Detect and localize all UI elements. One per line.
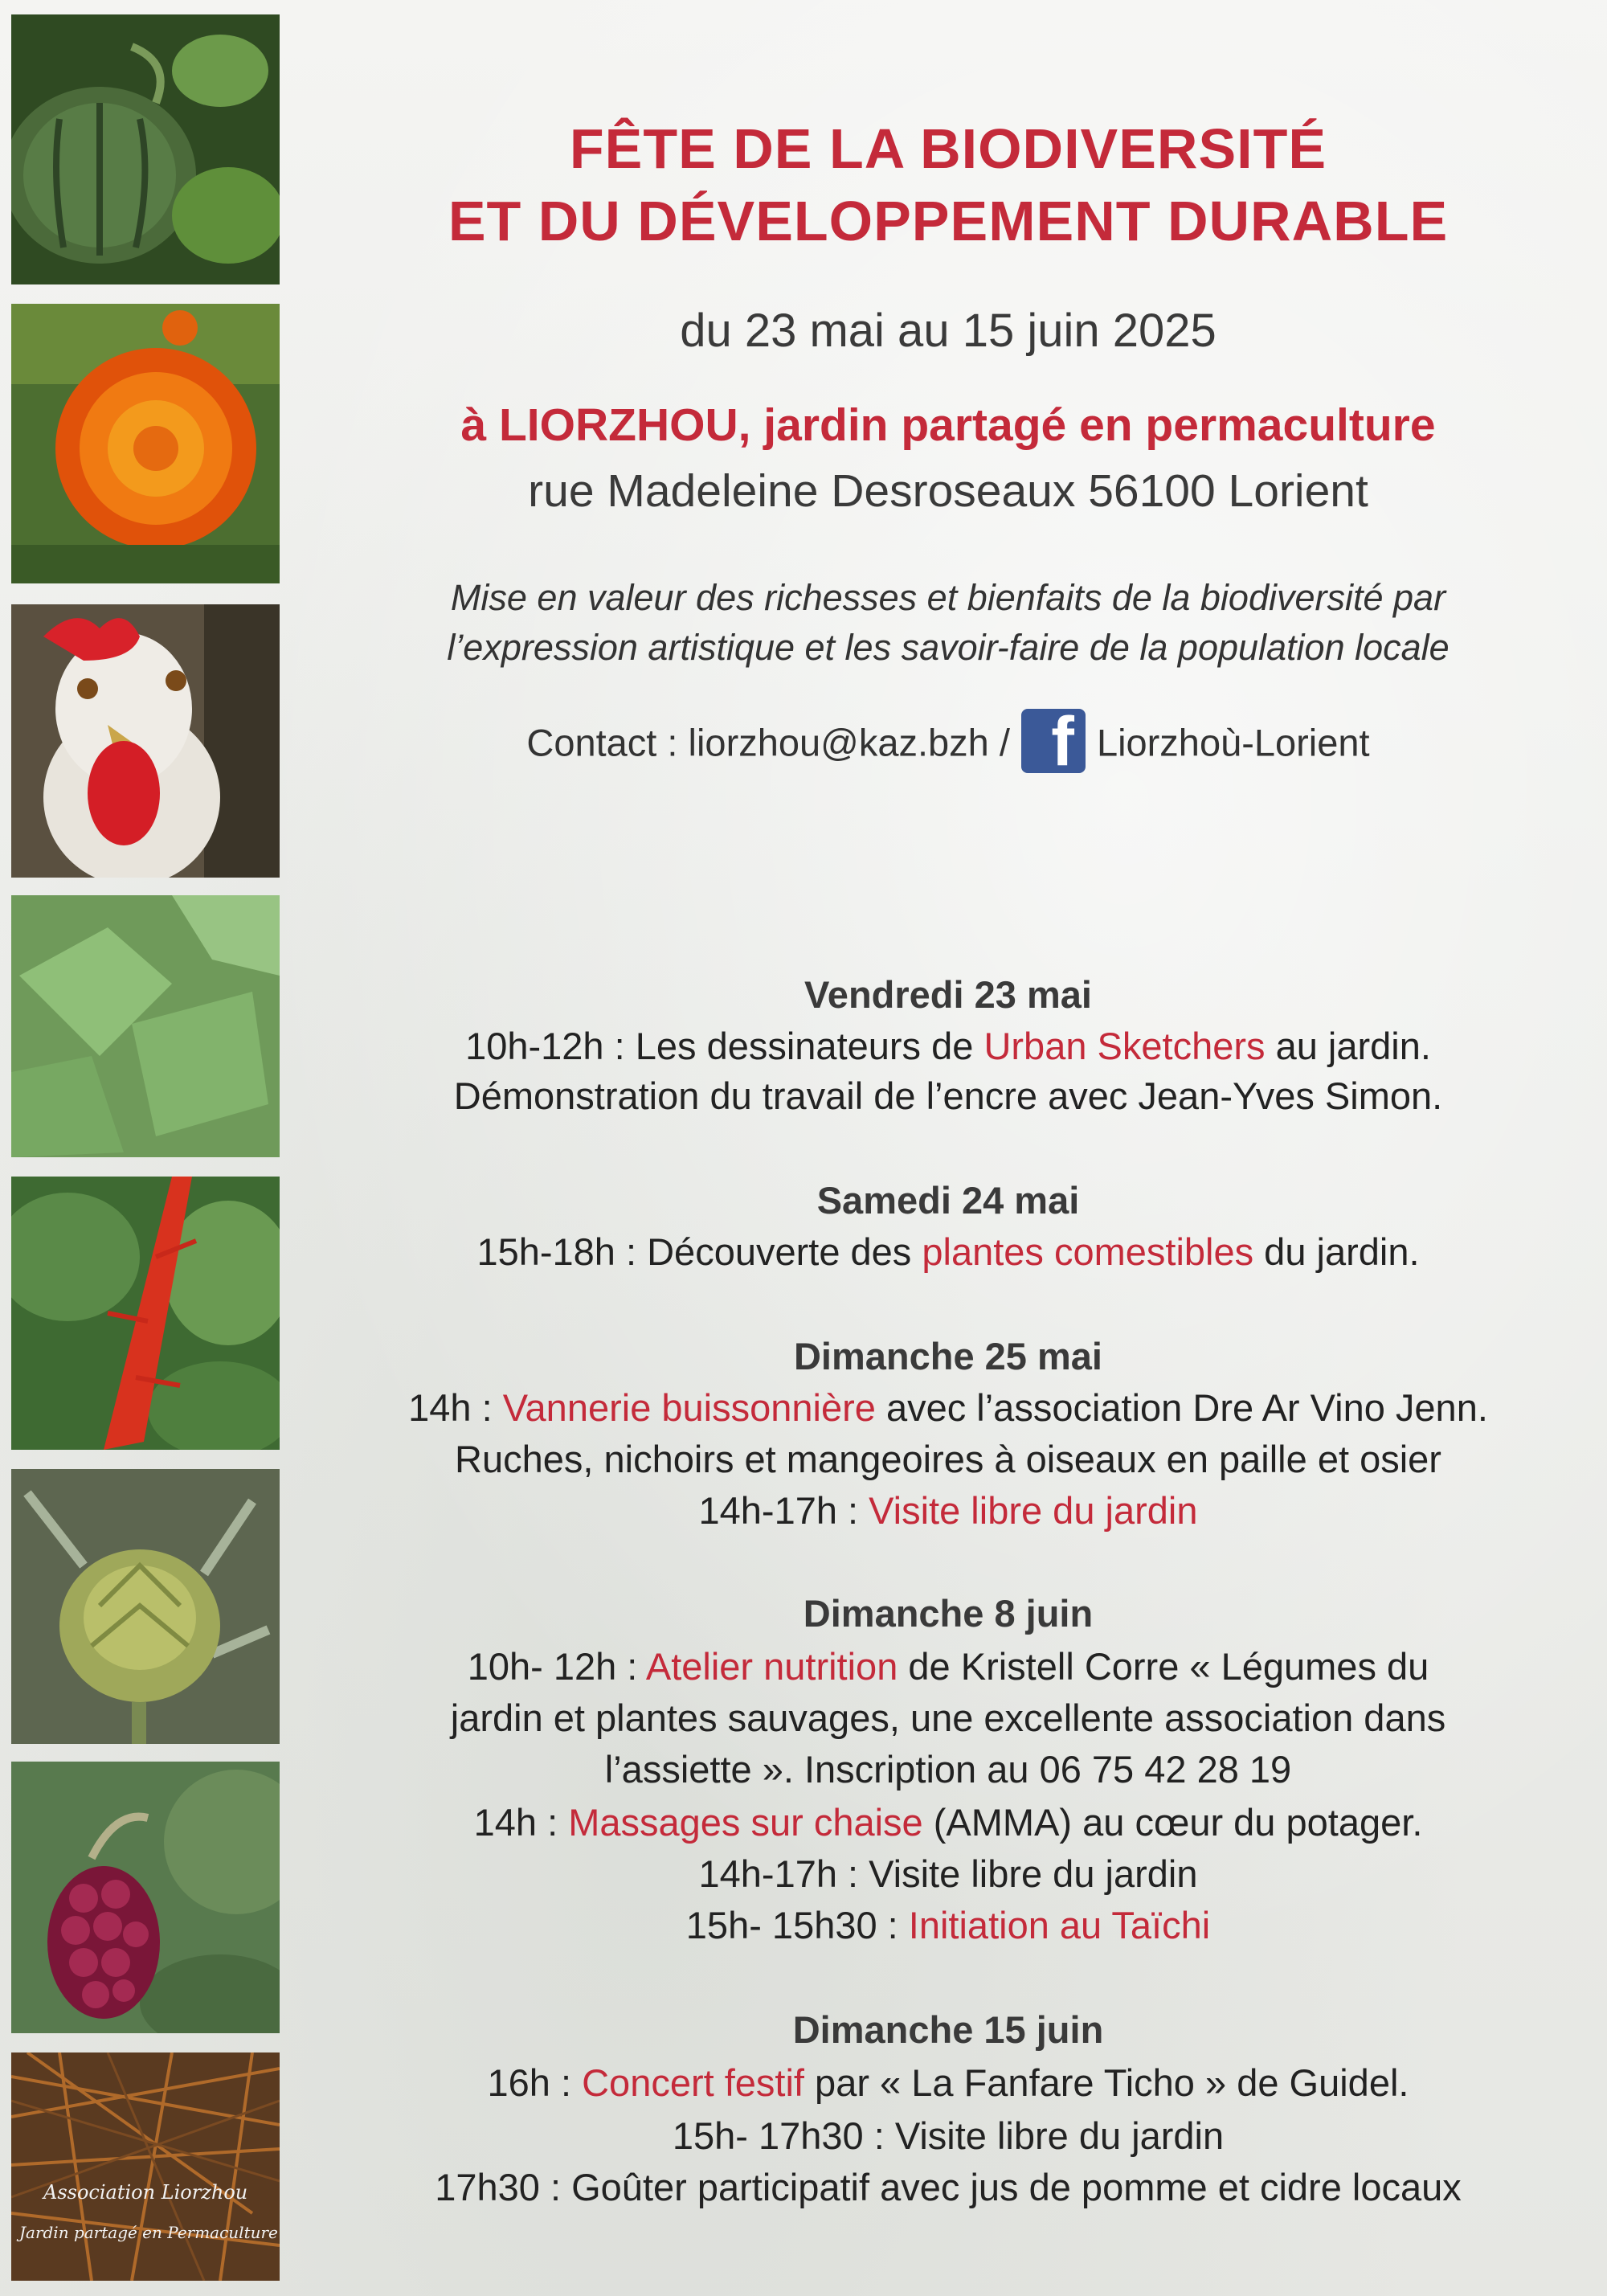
schedule-line: 14h : Vannerie buissonnière avec l’association Dre Ar Vino Jenn. — [408, 1386, 1488, 1429]
facebook-icon[interactable]: f — [1021, 709, 1086, 773]
nettle-photo — [11, 895, 280, 1157]
day-title: Dimanche 25 mai — [793, 1335, 1102, 1377]
chicken-photo — [11, 604, 280, 878]
schedule-line: 17h30 : Goûter participatif avec jus de pomme et cidre locaux — [435, 2166, 1462, 2208]
schedule-line: 15h- 17h30 : Visite libre du jardin — [672, 2114, 1225, 2157]
contact-email[interactable]: Contact : liorzhou@kaz.bzh / — [526, 721, 1010, 764]
red-chard-photo — [11, 1177, 280, 1450]
intro-line-1: Mise en valeur des richesses et bienfaits de la biodiversité par — [450, 577, 1446, 618]
day-title: Dimanche 8 juin — [803, 1592, 1094, 1635]
intro-line-2: l’expression artistique et les savoir-faire de la population locale — [447, 627, 1450, 668]
facebook-page-name[interactable]: Liorzhoù-Lorient — [1096, 721, 1370, 764]
day-title: Samedi 24 mai — [816, 1179, 1080, 1222]
logo-line-1: Association Liorzhou — [43, 2181, 248, 2204]
schedule-line: jardin et plantes sauvages, une excellente association dans — [450, 1696, 1446, 1739]
event-dates: du 23 mai au 15 juin 2025 — [680, 305, 1216, 357]
day-title: Dimanche 15 juin — [792, 2008, 1104, 2051]
schedule-line: l’assiette ». Inscription au 06 75 42 28 19 — [604, 1748, 1292, 1791]
schedule-line: 10h- 12h : Atelier nutrition de Kristell Corre « Légumes du — [467, 1645, 1429, 1688]
title-line-2: ET DU DÉVELOPPEMENT DURABLE — [448, 190, 1449, 252]
blackberry-photo — [11, 1762, 280, 2033]
photo-strip — [11, 14, 280, 2281]
pumpkin-photo — [11, 14, 280, 284]
schedule-line: 10h-12h : Les dessinateurs de Urban Sketchers au jardin. — [465, 1025, 1431, 1067]
title-line-1: FÊTE DE LA BIODIVERSITÉ — [569, 117, 1327, 180]
day-title: Vendredi 23 mai — [804, 973, 1092, 1016]
schedule-line: Ruches, nichoirs et mangeoires à oiseaux en paille et osier — [455, 1438, 1441, 1480]
event-place: à LIORZHOU, jardin partagé en permaculture — [460, 399, 1436, 451]
schedule-line: 14h-17h : Visite libre du jardin — [698, 1489, 1198, 1532]
schedule-line: Démonstration du travail de l’encre avec Jean-Yves Simon. — [453, 1074, 1443, 1117]
schedule-line: 15h- 15h30 : Initiation au Taïchi — [685, 1904, 1211, 1946]
contact-line — [313, 703, 1583, 780]
artichoke-photo — [11, 1469, 280, 1744]
pine-needles-logo-photo — [11, 2052, 280, 2281]
schedule-line: 15h-18h : Découverte des plantes comestibles du jardin. — [476, 1230, 1420, 1273]
schedule-line: 16h : Concert festif par « La Fanfare Ticho » de Guidel. — [487, 2061, 1409, 2104]
schedule-line: 14h : Massages sur chaise (AMMA) au cœur du potager. — [473, 1801, 1423, 1844]
orange-flower-photo — [11, 304, 280, 583]
event-address: rue Madeleine Desroseaux 56100 Lorient — [528, 465, 1368, 517]
logo-line-2: Jardin partagé en Permaculture — [19, 2223, 278, 2242]
schedule-line: 14h-17h : Visite libre du jardin — [698, 1852, 1198, 1895]
